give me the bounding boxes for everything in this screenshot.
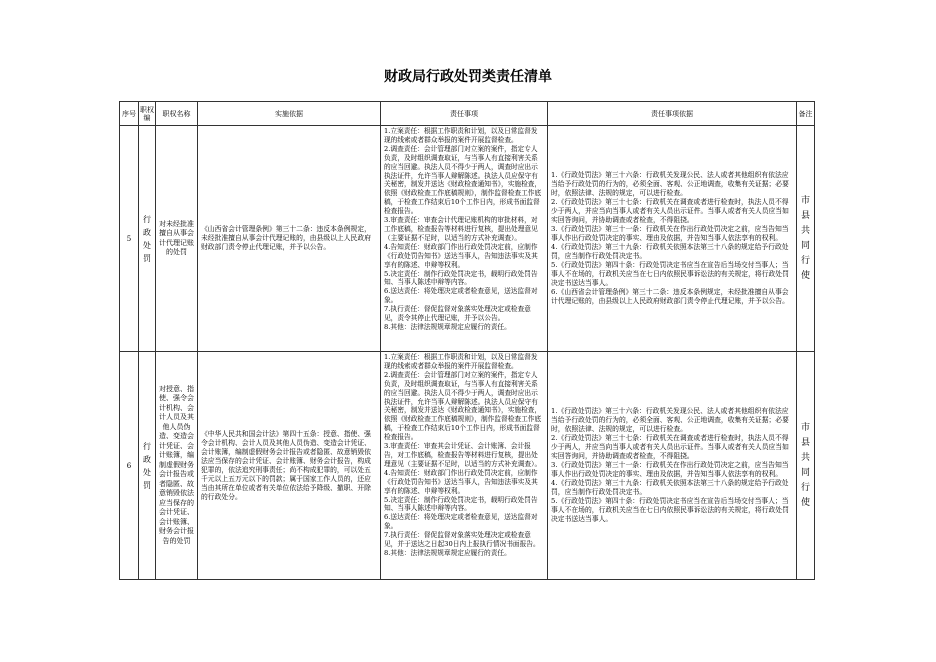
duty-item: 5.决定责任：制作行政处罚决定书，载明行政处罚告知、当事人陈述申辩等内容。 [384,495,538,513]
duty-item: 7.执行责任：督促监督对象落实处理决定或检查意见，责令其停止代理记账，并予以公告。 [384,305,531,323]
duty-item: 3.审查责任：审查其会计凭证、会计账簿、会计报告，对工作底稿，检查报告等材料进行复核，提出处理意见（主要证据不足时，以适当的方式补充调查）。 [384,442,542,468]
row-duty-basis [548,126,797,352]
duty-item: 4.告知责任：财政部门作出行政处罚决定前，应制作《行政处罚告知书》送达当事人，告知违法事实及其享有的陈述、申辩等权利。 [384,468,538,495]
duty-item: 6.送达责任：将处理决定或者检查意见，送达监督对象。 [384,287,538,305]
row-basis: 《中华人民共和国会计法》第四十五条：授意、指使、强令会计机构、会计人员及其他人员伪造、变造会计凭证、会计账簿，编制虚假财务会计报告或者隐匿、故意销毁依法应当保存的会计凭证、会计账簿、财务会计报告，构成犯罪的，依法追究刑事责任；尚不构成犯罪的，可以处五千元以上五万元以下的罚款；属于国家工作人员的，还应当由其所在单位或者有关单位依法给予降级、撤职、开除的行政处分。 [198,352,381,580]
duty-item: 3.审查责任：审查会计代理记账机构的审批材料，对工作底稿，检查报告等材料进行复核，提出处理意见（主要证据不足时，以适当的方式补充调查）。 [384,216,538,242]
row-note: 市县共同行使 [797,126,815,352]
duty-item: 6.送达责任：将处理决定或者检查意见，送达监督对象。 [384,513,538,531]
header-seq: 序号 [120,102,139,126]
page-title: 财政局行政处罚类责任清单 [384,69,552,85]
duty-item: 5.决定责任：制作行政处罚决定书，载明行政处罚告知、当事人陈述申辩等内容。 [384,269,538,287]
duty-item: 1.立案责任：根据工作职责和计划，以及日常监督发现的线索或者群众举报的案件开展监督检查。 [384,127,538,144]
row-power-name: 对授意、指使、强令会计机构、会计人员及其他人员伪造、变造会计凭证、会计账簿，编制虚假财务会计报告或者隐匿、故意销毁依法应当保存的会计凭证、会计账簿、财务会计报告的处罚 [156,352,198,580]
row-duties [381,352,548,580]
row-category: 行政处罚 [139,352,156,580]
table-header-row [120,102,815,126]
header-code: 职权编 [139,102,156,126]
row-seq: 6 [120,352,139,580]
header-name: 职权名称 [156,102,198,126]
row-duties [381,126,548,352]
duty-item: 1.立案责任：根据工作职责和计划，以及日常监督发现的线索或者群众举报的案件开展监督检查。 [384,353,538,370]
table-row [120,352,815,580]
row-category: 行政处罚 [139,126,156,352]
duty-item: 2.调查责任：会计管理部门对立案的案件，指定专人负责，及时组织调查取证，与当事人有直接利害关系的应当回避。执法人员不得少于两人，调查时应出示执法证件，允许当事人辩解陈述。执法人员应保守有关秘密，制发并送达《财政检查通知书》，实施检查，依照《财政检查工作底稿规则》，制作监督检查工作底稿，于检查工作结束后10个工作日内，形成书面监督检查报告。 [384,144,542,216]
responsibility-table [119,101,815,580]
header-duty-basis: 责任事项依据 [548,102,797,126]
header-note: 备注 [797,102,815,126]
row-power-name: 对未经批准擅自从事会计代理记账的处罚 [156,126,198,352]
duty-item: 8.其他：法律法规规章规定应履行的责任。 [384,322,511,331]
row-basis: 《山西省会计管理条例》第三十二条：违反本条例规定，未经批准擅自从事会计代理记账的，由县级以上人民政府财政部门责令停止代理记账，并予以公告。 [198,126,381,352]
duty-basis-text: 1.《行政处罚法》第三十六条：行政机关发现公民、法人或者其他组织有依法应当给予行政处罚的行为的，必须全面、客观、公正地调查，收集有关证据；必要时，依照法律、法规的规定，可以进行检查。 2.《行政处罚法》第三十七条：行政机关在调查或者进行检查时，执法人员不得少于两人，并应当向当事人或者有关人员出示证件。当事人或者有关人员应当如实回答询问，并协助调查或者检查，不得阻挠。 3.《行政处罚法》第三十一条：行政机关在作出行政处罚决定之前，应当告知当事人作出行政处罚决定的事实、理由及依据，并告知当事人依法享有的权利。 4.《行政处罚法》第三十九条：行政机关依照本法第三十八条的规定给予行政处罚，应当制作行政处罚决定书。 5.《行政处罚法》第四十条：行政处罚决定书应当在宣告后当场交付当事人；当事人不在场的，行政机关应当在七日内依照民事诉讼法的有关规定，将行政处罚决定书送达当事人。 6.《山西省会计管理条例》第三十二条：违反本条例规定，未经批准擅自从事会计代理记账的，由县级以上人民政府财政部门责令停止代理记账，并予以公告。 [551,171,789,305]
row-note: 市县共同行使 [797,352,815,580]
table-row [120,126,815,352]
duty-item: 2.调查责任：会计管理部门对立案的案件，指定专人负责，及时组织调查取证，与当事人有直接利害关系的应当回避。执法人员不得少于两人，调查时应出示执法证件，允许当事人辩解陈述。执法人员应保守有关秘密，制发并送达《财政检查通知书》，实施检查，依照《财政检查工作底稿规则》，制作监督检查工作底稿，于检查工作结束后10个工作日内，形成书面监督检查报告。 [384,370,542,442]
header-basis: 实施依据 [198,102,381,126]
duty-item: 8.其他：法律法规规章规定应履行的责任。 [384,548,511,557]
duty-basis-text: 1.《行政处罚法》第三十六条：行政机关发现公民、法人或者其他组织有依法应当给予行政处罚的行为的，必须全面、客观、公正地调查，收集有关证据；必要时，依照法律、法规的规定，可以进行检查。 2.《行政处罚法》第三十七条：行政机关在调查或者进行检查时，执法人员不得少于两人，并应当向当事人或者有关人员出示证件。当事人或者有关人员应当如实回答询问，并协助调查或者检查，不得阻挠。 3.《行政处罚法》第三十一条：行政机关在作出行政处罚决定之前，应当告知当事人作出行政处罚决定的事实、理由及依据，并告知当事人依法享有的权利。 4.《行政处罚法》第三十九条：行政机关依照本法第三十八条的规定给予行政处罚，应当制作行政处罚决定书。 5.《行政处罚法》第四十条：行政处罚决定书应当在宣告后当场交付当事人；当事人不在场的，行政机关应当在七日内依照民事诉讼法的有关规定，将行政处罚决定书送达当事人。 [551,407,789,523]
row-duty-basis [548,352,797,580]
duty-item: 4.告知责任：财政部门作出行政处罚决定前，应制作《行政处罚告知书》送达当事人，告知违法事实及其享有的陈述、申辩等权利。 [384,242,538,269]
header-duties: 责任事项 [381,102,548,126]
duty-item: 7.执行责任：督促监督对象落实处理决定或检查意见，并于送达之日起30日内上报执行情况书面报告。 [384,531,540,549]
row-seq: 5 [120,126,139,352]
